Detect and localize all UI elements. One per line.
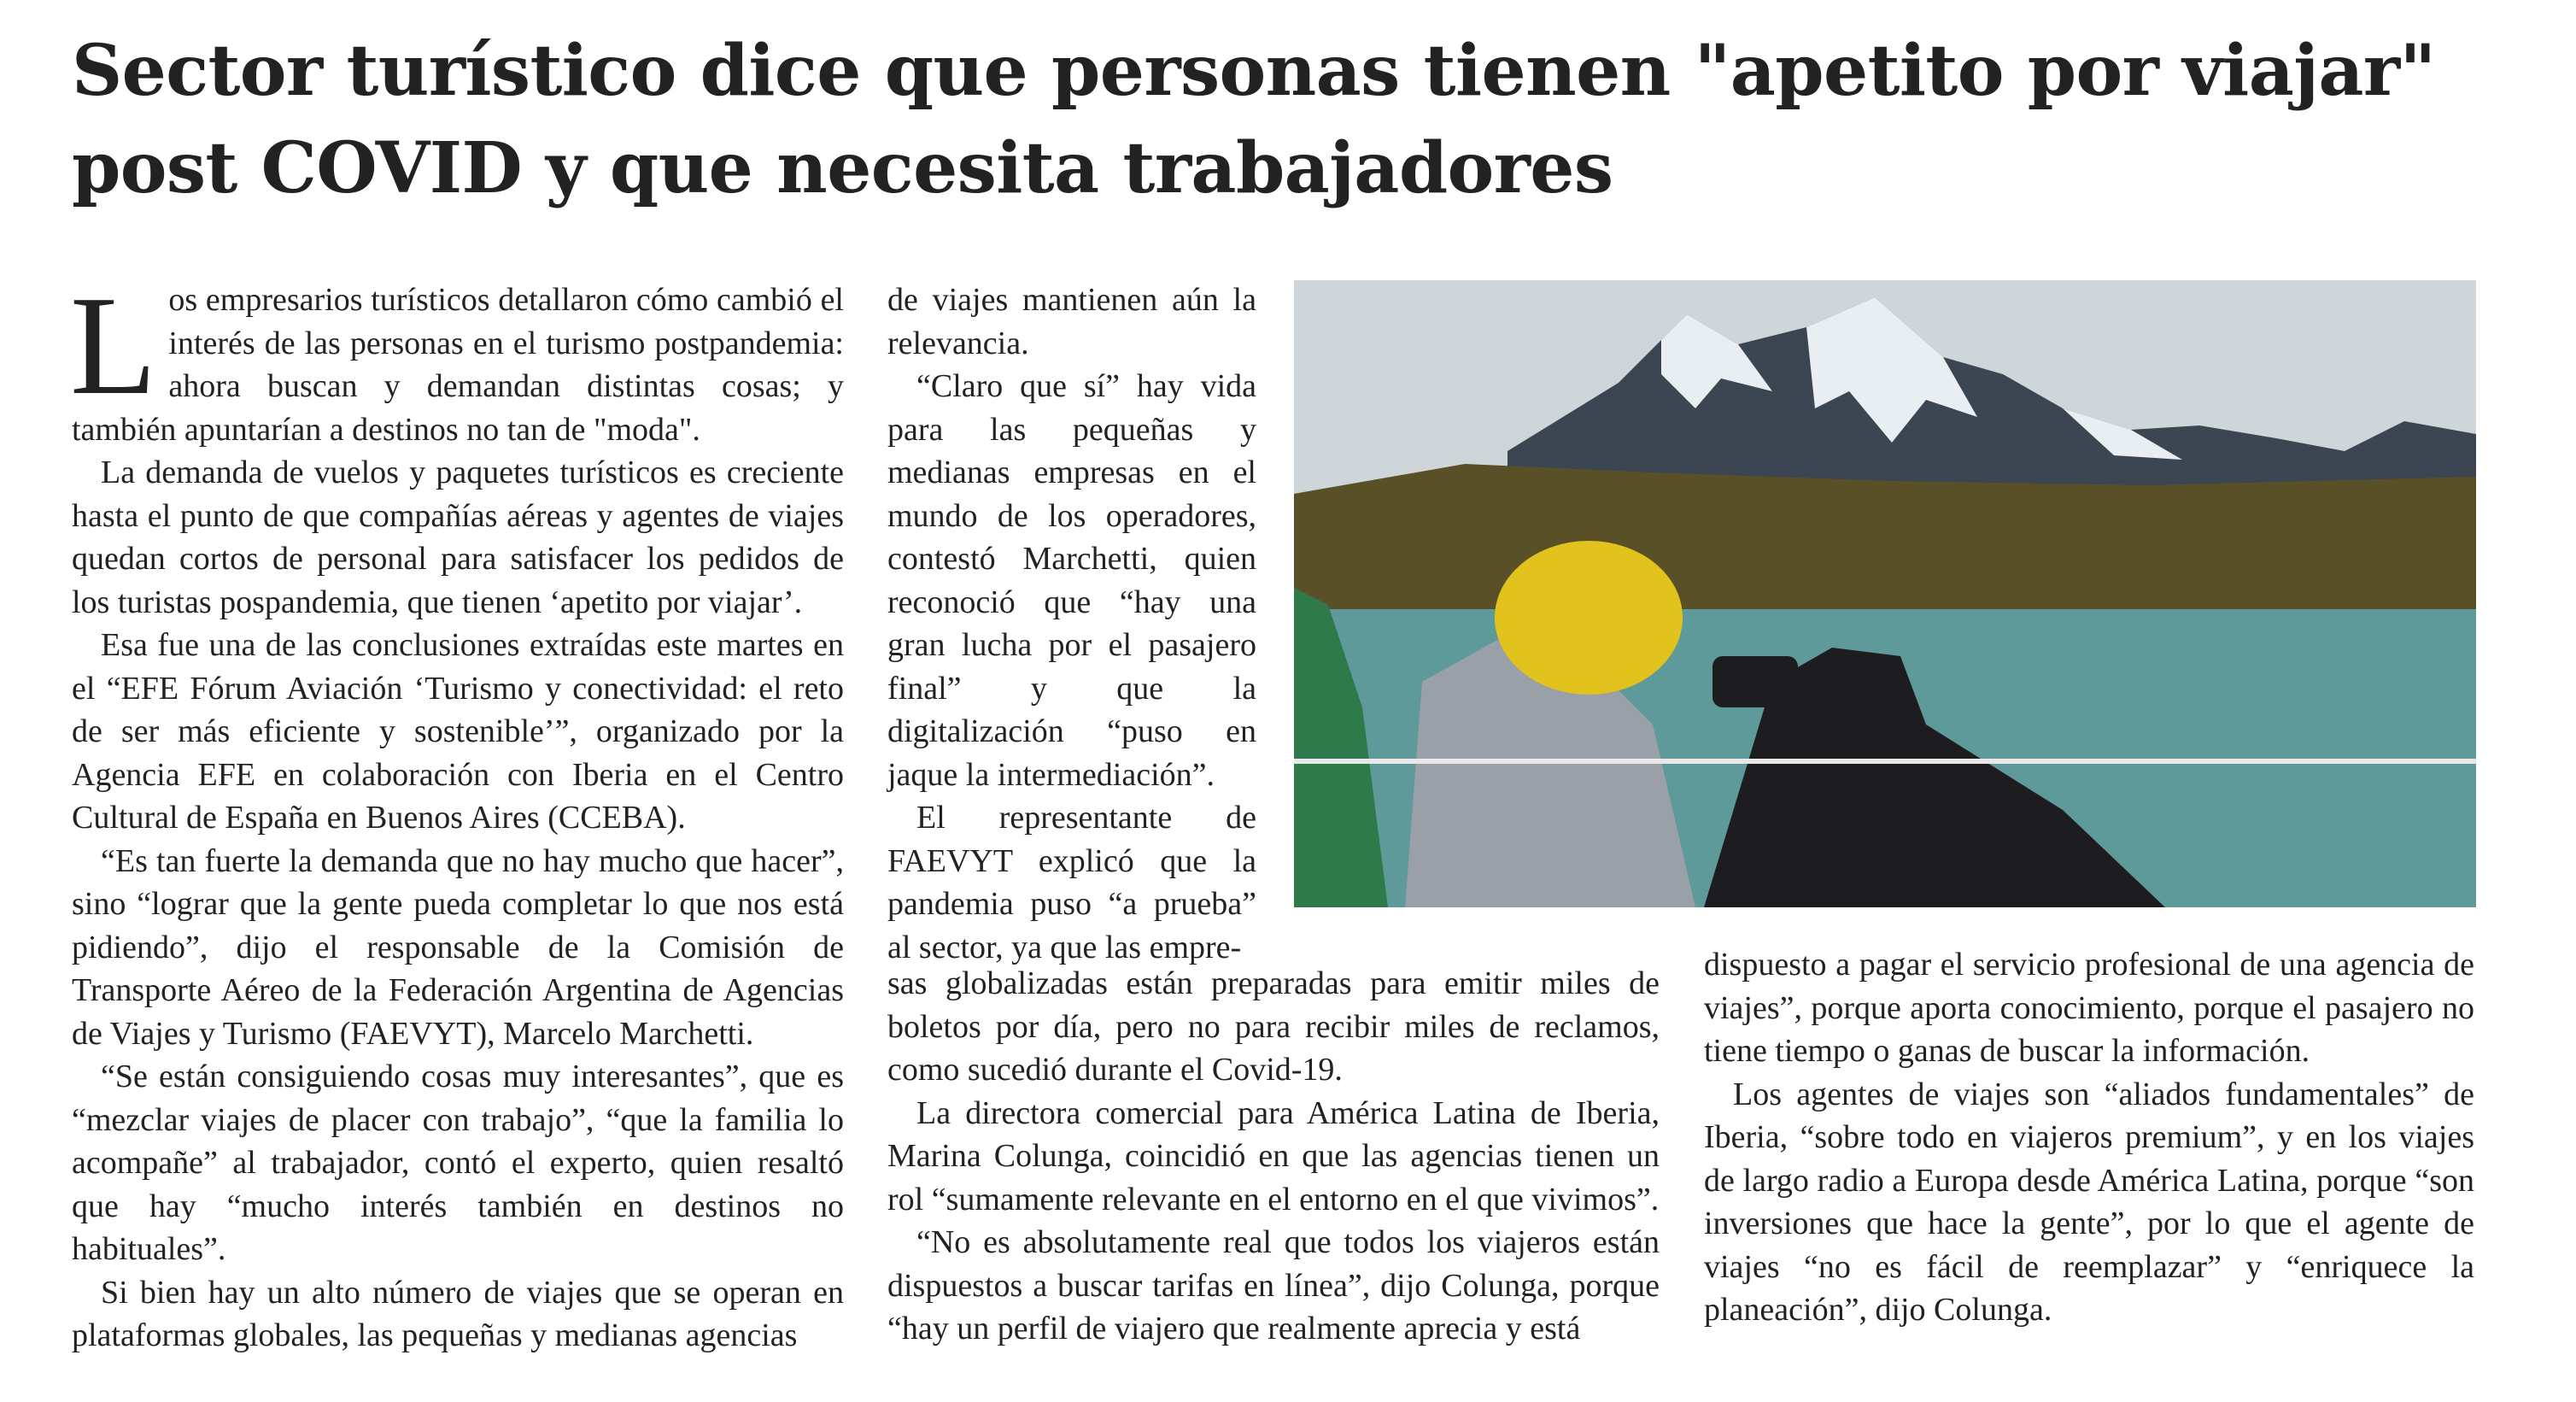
hills [1294,464,2476,618]
paragraph: El representante de FAEVYT explicó que la pandemia puso “a prueba” al sector, ya que las empre- [887,800,1256,965]
boat-rail [1294,759,2476,764]
article-column-3 [1704,943,2474,1332]
headline: Sector turístico dice que personas tienen "apetito por viajar" post COVID y que necesita trabajadores [72,30,2436,209]
paragraph [70,267,844,451]
drop-cap: L [70,267,157,424]
paragraph: Los agentes de viajes son “aliados fundamentales” de Iberia, “sobre todo en viajeros premium”, y en los viajes de largo radio a Europa desde América Latina, porque “son inversiones que hace la gente”, por lo que el agente de viajes “no es fácil de reemplazar” y “enriquece la planeación”, dijo Colunga. [1704,1076,2474,1328]
paragraph: “Es tan fuerte la demanda que no hay mucho que hacer”, sino “lograr que la gente pueda completar lo que nos está pidiendo”, dijo el responsable de la Comisión de Transporte Aéreo de la Federación Argentina de Agencias de Viajes y Turismo (FAEVYT), Marcelo Marchetti. [72,842,844,1052]
article-photo [1294,280,2476,907]
paragraph: “Claro que sí” hay vida para las pequeñas y medianas empresas en el mundo de los operadores, contestó Marchetti, quien reconoció que “hay una gran lucha por el pasajero final” y que la digitalización “puso en jaque la intermediación”. [887,368,1256,793]
paragraph: Esa fue una de las conclusiones extraídas este martes en el “EFE Fórum Aviación ‘Turismo y conectividad: el reto de ser más eficiente y sostenible’”, organizado por la Agencia EFE en colaboración con Iberia en el Centro Cultural de España en Buenos Aires (CCEBA). [72,627,844,836]
article-column-2-continued [887,962,1660,1351]
article-column-1 [70,267,844,1358]
paragraph-text: os empresarios turísticos detallaron cómo cambió el interés de las personas en el turismo postpandemia: ahora buscan y demandan distintas cosas; y también apuntarían a destinos no tan de "moda". [72,282,844,448]
paragraph: “No es absolutamente real que todos los viajeros están dispuestos a buscar tarifas en línea”, dijo Colunga, porque “hay un perfil de viajero que realmente aprecia y está [887,1224,1660,1346]
paragraph: Si bien hay un alto número de viajes que se operan en plataformas globales, las pequeñas y medianas agencias [72,1274,844,1353]
article-column-2 [887,279,1256,969]
paragraph: de viajes mantienen aún la relevancia. [887,282,1256,361]
yellow-hat [1495,541,1683,695]
tourists-photo-illustration [1294,280,2476,907]
paragraph: sas globalizadas están preparadas para emitir miles de boletos por día, pero no para recibir miles de reclamos, como sucedió durante el Covid-19. [887,965,1660,1088]
paragraph: “Se están consiguiendo cosas muy interesantes”, que es “mezclar viajes de placer con trabajo”, “que la familia lo acompañe” al trabajador, contó el experto, quien resaltó que hay “mucho interés también en destinos no habituales”. [72,1059,844,1267]
paragraph: La directora comercial para América Latina de Iberia, Marina Colunga, coincidió en que las agencias tienen un rol “sumamente relevante en el entorno en el que vivimos”. [887,1094,1660,1217]
paragraph: La demanda de vuelos y paquetes turísticos es creciente hasta el punto de que compañías aéreas y agentes de viajes quedan cortos de personal para satisfacer los pedidos de los turistas pospandemia, que tienen ‘apetito por viajar’. [72,455,844,620]
paragraph: dispuesto a pagar el servicio profesional de una agencia de viajes”, porque aporta conocimiento, porque el pasajero no tiene tiempo o ganas de buscar la información. [1704,947,2474,1069]
